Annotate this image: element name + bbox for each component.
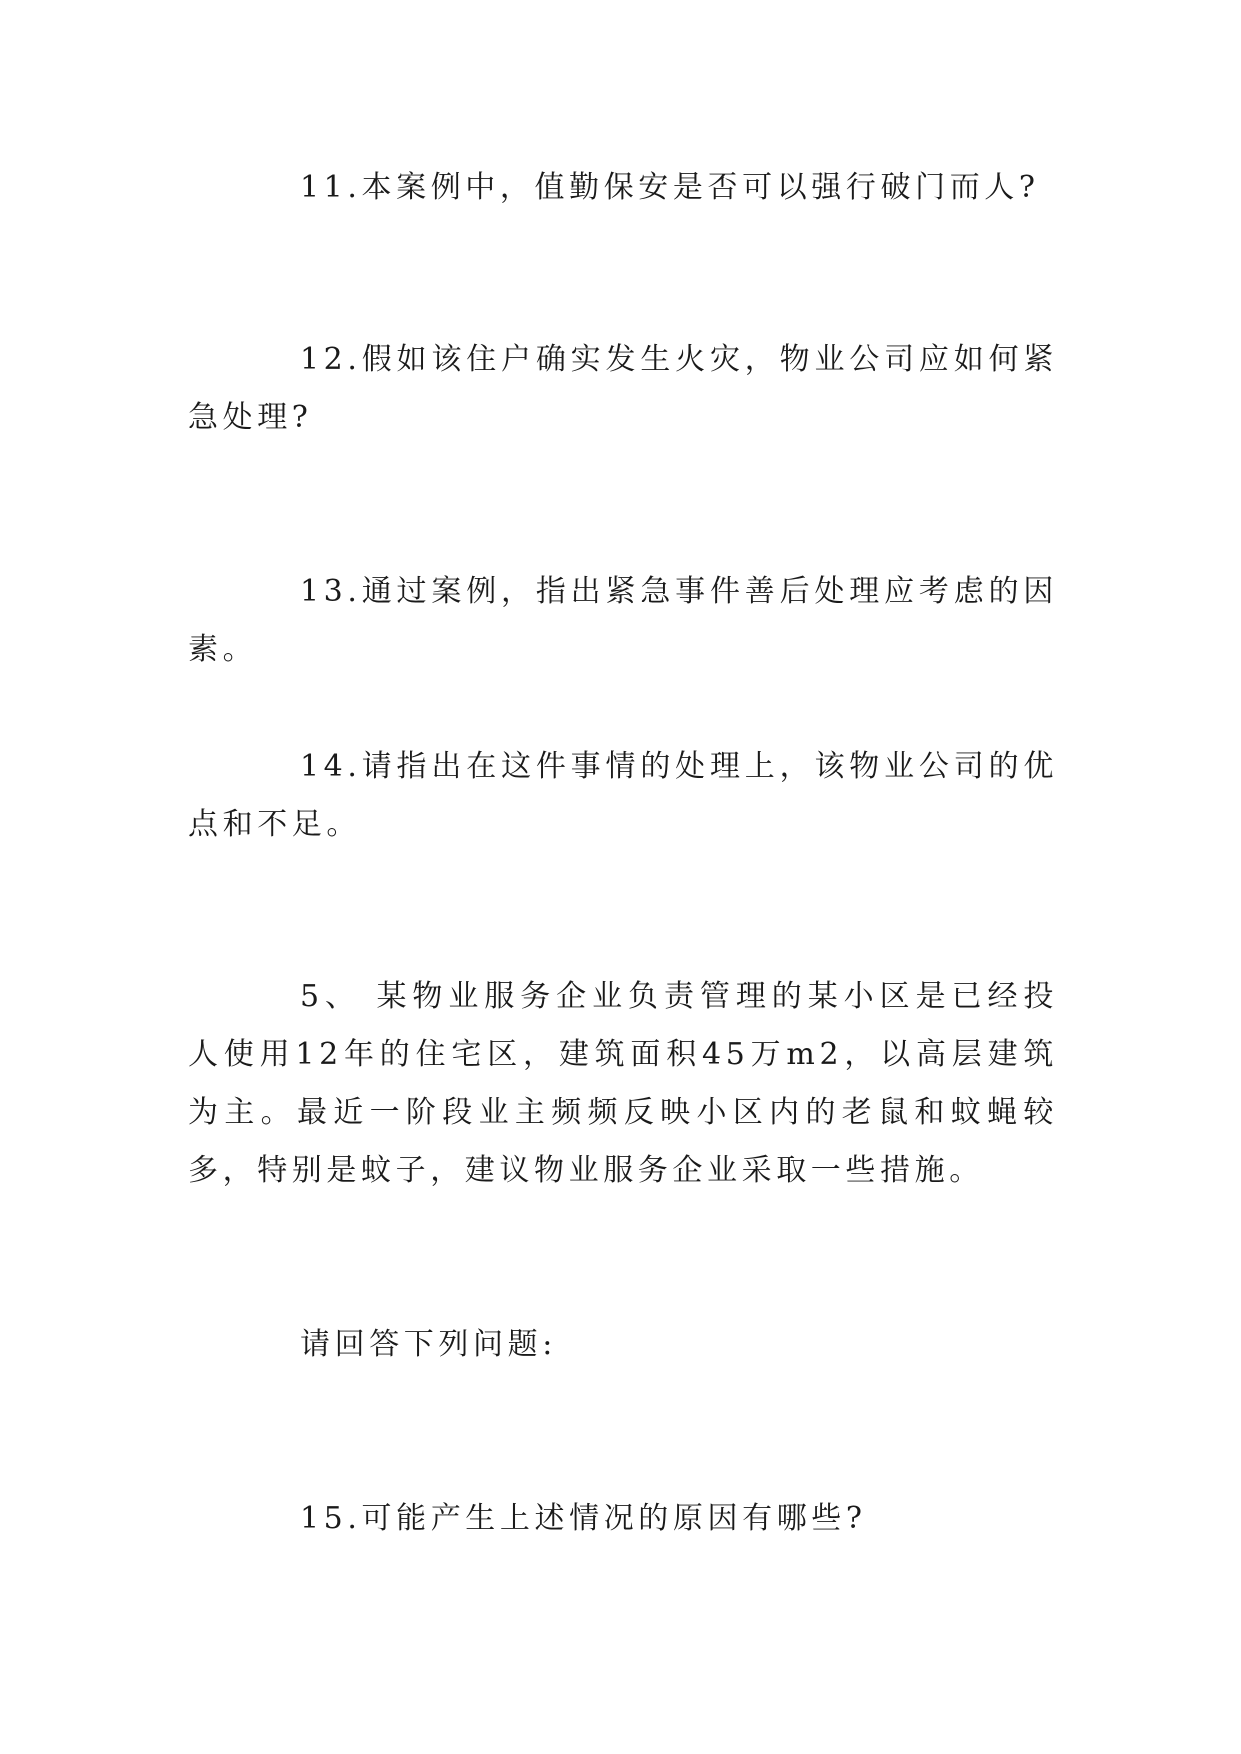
question-15: 15.可能产生上述情况的原因有哪些? xyxy=(300,1501,867,1536)
answer-prompt: 请回答下列问题: xyxy=(300,1327,557,1362)
question-12: 12.假如该住户确实发生火灾，物业公司应如何紧急处理? xyxy=(188,342,1058,435)
question-13: 13.通过案例，指出紧急事件善后处理应考虑的因素。 xyxy=(188,574,1058,667)
case-5-description: 5、 某物业服务企业负责管理的某小区是已经投人使用12年的住宅区，建筑面积45万m2，以高层建筑为主。最近一阶段业主频频反映小区内的老鼠和蚊蝇较多，特别是蚊子，建议物业服务企业采取一些措施。 xyxy=(188,979,1058,1188)
question-14: 14.请指出在这件事情的处理上，该物业公司的优点和不足。 xyxy=(188,749,1058,842)
question-11: 11.本案例中，值勤保安是否可以强行破门而人? xyxy=(300,170,1040,205)
